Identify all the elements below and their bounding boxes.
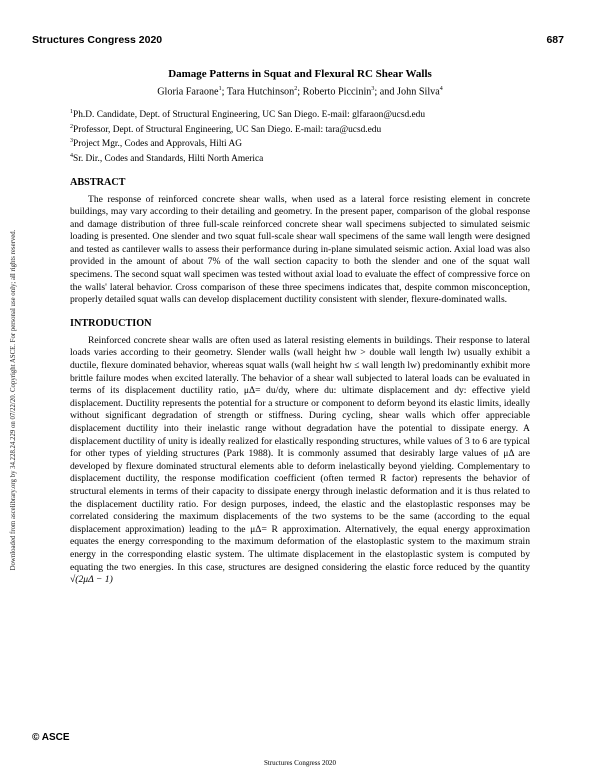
author-mark: 1 — [218, 86, 222, 92]
footer-conference: Structures Congress 2020 — [264, 759, 336, 767]
paper-title: Damage Patterns in Squat and Flexural RC Shear Walls — [168, 68, 432, 80]
author-separator: ; and — [374, 86, 398, 98]
affiliation-text: Professor, Dept. of Structural Engineering, UC San Diego. E-mail: tara@ucsd.edu — [73, 125, 382, 136]
running-header-conference: Structures Congress 2020 — [32, 34, 163, 46]
author-separator: ; — [221, 86, 227, 98]
affiliation — [70, 107, 530, 122]
affiliation — [70, 122, 530, 137]
abstract-heading: ABSTRACT — [70, 176, 126, 188]
affiliation-mark: 1 — [70, 109, 73, 116]
abstract-paragraph: The response of reinforced concrete shear walls, when used as a lateral force resisting element in concrete buildings, may vary according to their detailing and geometry. In the present paper, comparison of the global response and damage distribution of three full-scale reinforced concrete shear wall specimens subjected to simulated seismic loading is presented. One slender and two squat full-scale shear wall specimens of the same wall length were designed and tested as cantilever walls to assess their performance during in-plane simulated seismic action. Axial load was also provided in the amount of about 7% of the wall section capacity to both the slender and one of the squat wall specimens. The second squat wall specimen was tested without axial load to evaluate the effect of compressive force on the walls' lateral behavior. Cross comparison of these three specimens indicates that, despite common misconception, properly detailed squat walls can develop displacement ductility consistent with slender, flexure-dominated walls. — [70, 193, 530, 306]
affiliation — [70, 151, 530, 166]
author-mark: 2 — [294, 86, 298, 92]
author-separator: ; — [297, 86, 303, 98]
affiliation-mark: 2 — [70, 123, 73, 130]
introduction-paragraph — [70, 335, 530, 587]
author-name: Roberto Piccinin — [302, 86, 372, 98]
paper-body — [70, 68, 530, 587]
download-notice — [10, 120, 22, 680]
introduction-heading: INTRODUCTION — [70, 317, 152, 329]
affiliation-text: Project Mgr., Codes and Approvals, Hilti AG — [73, 139, 242, 150]
introduction-text: Reinforced concrete shear walls are often used as lateral resisting elements in buildings. Their response to lateral loads varies according to their geometry. Slender walls (wall height hw > double wall length lw) usually exhibit a ductile, flexure dominated behavior, whereas squat walls (wall height hw ≤ wall length lw) predominantly exhibit more brittle failure modes when excited laterally. The behavior of a shear wall subjected to lateral loads can be evaluated in terms of its displacement ductility ratio, μΔ= du/dy, where du: ultimate displacement and dy: effective yield displacement. Ductility represents the potential for a structure or component to deform beyond its elastic limits, ideally without significant degradation of strength or stiffness. During cycling, shear walls which offer appreciable displacement ductility into their inelastic range without degradation have the potential to dissipate energy. A displacement ductility of unity is ideally realized for elastically responding structures, while values of 3 to 6 are typical for other types of yielding structures (Park 1988). It is commonly assumed that desirably large values of μΔ are developed by flexure dominated structural elements able to deform inelastically beyond yielding. Complementary to displacement ductility, the response modification coefficient (often termed R factor) represents the behavior of structural elements in terms of their capacity to dissipate energy through inelastic deformation and it is thus related to the displacement ductility ratio. For design purposes, indeed, the elastic and the elastoplastic responses may be correlated considering the maximum displacements of the two systems to be the same (according to the equal displacement approximation) leading to the μΔ= R approximation. Alternatively, the equal energy approximation equates the energy corresponding to the maximum deformation of the elastoplastic system to the maximum strain energy in the corresponding elastic system. The ultimate displacement in the elastoplastic system is computed by equating the two energies. In this case, structures are designed considering the elastic force reduced by the quantity — [70, 334, 530, 573]
author-name: John Silva — [397, 86, 440, 98]
affiliation-mark: 3 — [70, 138, 73, 145]
affiliation-mark: 4 — [70, 152, 73, 159]
page-number: 687 — [546, 34, 564, 46]
author-mark: 4 — [439, 86, 443, 92]
affiliation — [70, 136, 530, 151]
formula: √(2μΔ − 1) — [70, 574, 113, 586]
author-name: Tara Hutchinson — [226, 86, 295, 98]
affiliation-text: Ph.D. Candidate, Dept. of Structural Engineering, UC San Diego. E-mail: glfaraon@ucsd.edu — [73, 110, 426, 121]
author-name: Gloria Faraone — [157, 86, 219, 98]
publisher-mark: © ASCE — [32, 732, 70, 743]
author-list — [70, 86, 530, 97]
affiliation-text: Sr. Dir., Codes and Standards, Hilti North America — [73, 154, 264, 165]
download-notice-text: Downloaded from ascelibrary.org by 34.228.24.229 on 07/22/20. Copyright ASCE. For personal use only; all rights reserved. — [10, 229, 17, 571]
author-mark: 3 — [371, 86, 375, 92]
